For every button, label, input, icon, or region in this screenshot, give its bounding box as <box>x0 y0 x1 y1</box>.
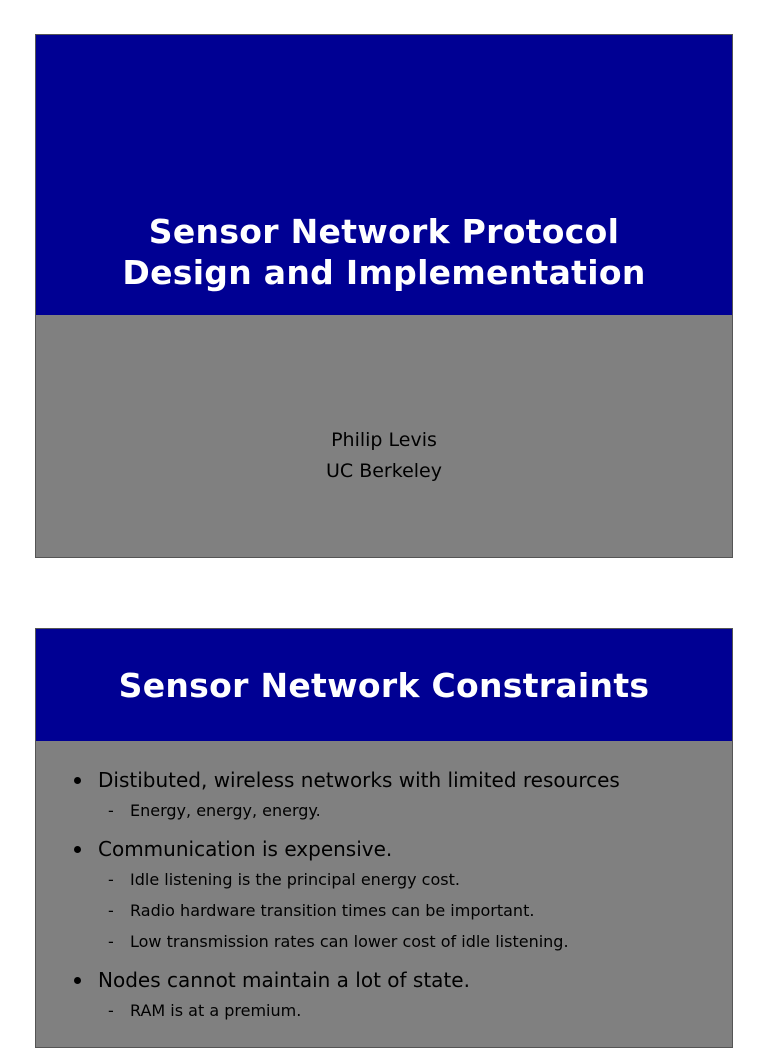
slide-title-line-2: Design and Implementation <box>122 253 646 292</box>
sub-bullet-item: - Idle listening is the principal energy cost. <box>98 864 732 895</box>
constraints-slide <box>35 628 733 1048</box>
bullet-item <box>70 765 732 826</box>
sub-bullet-list <box>98 795 732 826</box>
sub-bullet-item: - Radio hardware transition times can be important. <box>98 895 732 926</box>
slide-body <box>36 741 732 1048</box>
title-slide <box>35 34 733 558</box>
sub-bullet-item: - Energy, energy, energy. <box>98 795 732 826</box>
sub-bullet-item: - Low transmission rates can lower cost of idle listening. <box>98 926 732 957</box>
bullet-item <box>70 834 732 957</box>
sub-bullet-item: - RAM is at a premium. <box>98 995 732 1026</box>
title-band <box>36 629 732 741</box>
author-band <box>36 315 732 558</box>
slide-title: Sensor Network Constraints <box>118 665 650 705</box>
slide-title-line-1: Sensor Network Protocol <box>148 212 620 251</box>
bullet-text: Distibuted, wireless networks with limited resources <box>98 768 620 792</box>
bullet-item <box>70 965 732 1026</box>
sub-bullet-list <box>98 864 732 957</box>
bullet-text: Communication is expensive. <box>98 837 393 861</box>
bullet-list <box>70 765 732 1026</box>
slide-title <box>122 211 645 293</box>
title-band <box>36 35 732 315</box>
bullet-text: Nodes cannot maintain a lot of state. <box>98 968 470 992</box>
sub-bullet-list <box>98 995 732 1026</box>
author-name: Philip Levis <box>331 429 437 451</box>
author-affiliation: UC Berkeley <box>326 460 442 482</box>
